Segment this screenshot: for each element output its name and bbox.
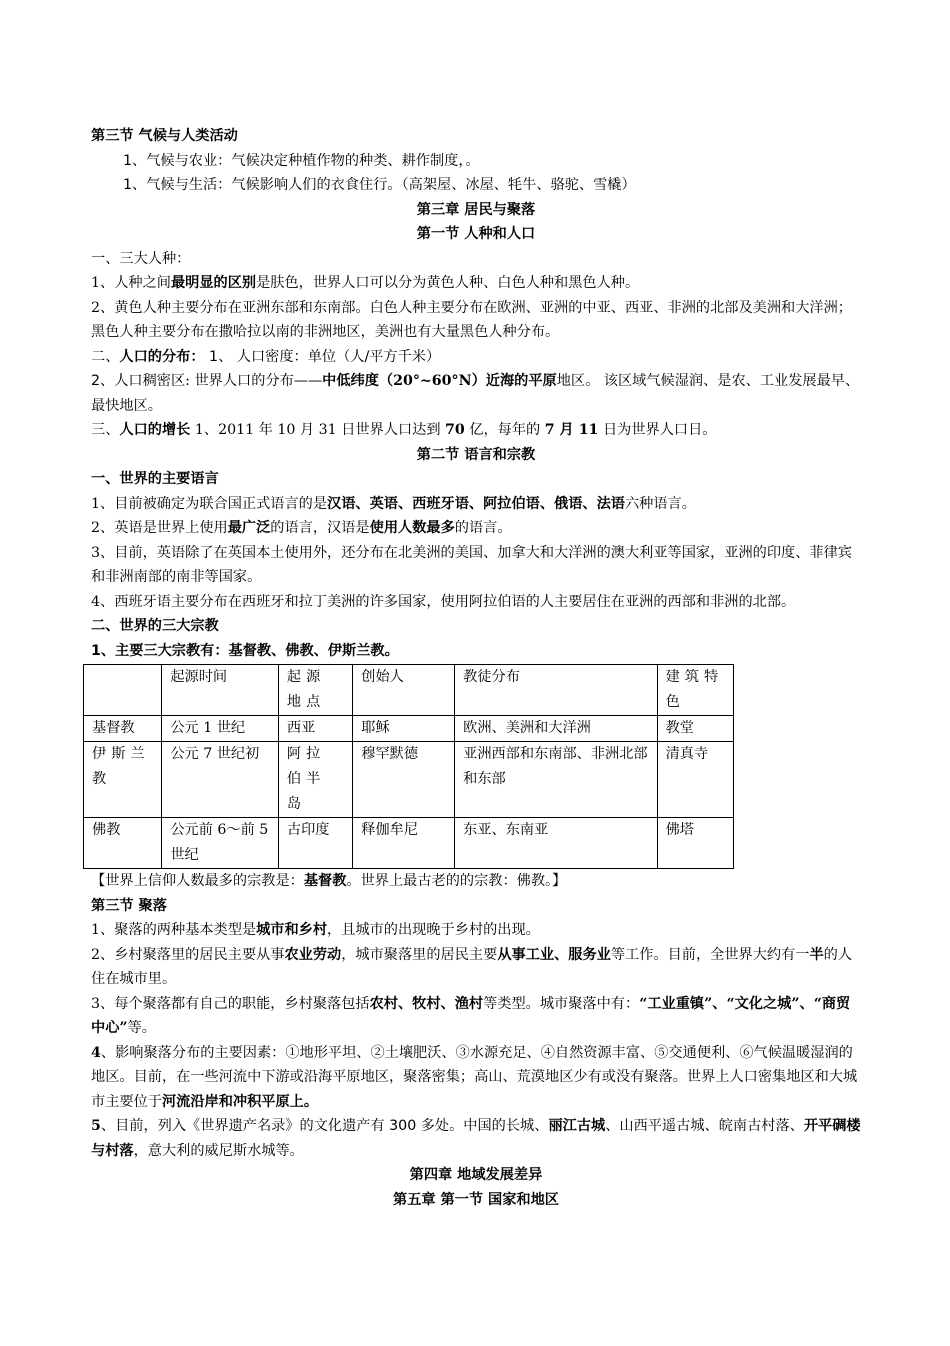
table-cell: 教堂 (657, 716, 733, 742)
paragraph: 1、气候与生活：气候影响人们的衣食住行。（高架屋、冰屋、牦牛、骆驼、雪橇） (123, 177, 636, 193)
table-header-cell: 建筑特色 (657, 665, 733, 716)
subheading: 一、世界的主要语言 (91, 471, 219, 487)
table-cell: 阿拉伯半岛 (278, 742, 352, 818)
table-cell: 公元 7 世纪初 (162, 742, 279, 818)
paragraph: 2、人口稠密区: 世界人口的分布——中低纬度（20°~60°N）近海的平原地区。 该区域气候湿润、是农、工业发展最早、最快地区。 (91, 373, 860, 414)
religion-table (83, 664, 734, 869)
table-cell: 公元 1 世纪 (162, 716, 279, 742)
table-cell: 东亚、东南亚 (455, 818, 657, 869)
paragraph: 2、黄色人种主要分布在亚洲东部和东南部。白色人种主要分布在欧洲、亚洲的中亚、西亚、非洲的北部及美洲和大洋洲；黑色人种主要分布在撒哈拉以南的非洲地区，美洲也有大量黑色人种分布。 (91, 299, 852, 340)
paragraph: 5、目前，列入《世界遗产名录》的文化遗产有 300 多处。中国的长城、丽江古城、山西平遥古城、皖南古村落、开平碉楼与村落，意大利的威尼斯水城等。 (91, 1118, 861, 1159)
table-header-cell: 教徒分布 (455, 665, 657, 716)
paragraph: 三、人口的增长 1、2011 年 10 月 31 日世界人口达到 70 亿，每年的 7 月 11 日为世界人口日。 (91, 422, 717, 438)
paragraph: 3、目前，英语除了在英国本土使用外，还分布在北美洲的美国、加拿大和大洋洲的澳大利亚等国家，亚洲的印度、菲律宾和非洲南部的南非等国家。 (91, 544, 852, 585)
document-page (91, 124, 861, 1212)
table-header-cell (84, 665, 162, 716)
chapter-title: 第三章 居民与聚落 (416, 201, 536, 218)
section-title: 第二节 语言和宗教 (416, 446, 536, 463)
subheading: 1、主要三大宗教有：基督教、佛教、伊斯兰教。 (91, 642, 399, 659)
subheading: 二、世界的三大宗教 (91, 618, 219, 634)
subheading: 二、人口的分布： 1、 人口密度：单位（人/平方千米） (91, 348, 441, 365)
table-row (84, 716, 734, 742)
section-heading-settlement: 第三节 聚落 (91, 897, 167, 914)
table-cell: 佛教 (84, 818, 162, 869)
table-cell: 公元前 6～前 5 世纪 (162, 818, 279, 869)
table-cell: 古印度 (278, 818, 352, 869)
section-title: 第一节 人种和人口 (416, 226, 536, 242)
section-heading-climate: 第三节 气候与人类活动 (91, 128, 238, 144)
table-cell: 西亚 (278, 716, 352, 742)
table-cell: 穆罕默德 (353, 742, 455, 818)
table-cell: 基督教 (84, 716, 162, 742)
table-cell: 耶稣 (353, 716, 455, 742)
paragraph: 2、乡村聚落里的居民主要从事农业劳动，城市聚落里的居民主要从事工业、服务业等工作。目前，全世界大约有一半的人住在城市里。 (91, 946, 853, 987)
paragraph: 1、气候与农业：气候决定种植作物的种类、耕作制度，。 (123, 152, 480, 169)
table-header-cell: 起源时间 (162, 665, 279, 716)
chapter-title: 第四章 地域发展差异 (409, 1167, 543, 1183)
table-cell: 佛塔 (657, 818, 733, 869)
chapter-title: 第五章 第一节 国家和地区 (393, 1191, 559, 1208)
table-cell: 亚洲西部和东南部、非洲北部和东部 (455, 742, 657, 818)
table-cell: 伊斯兰教 (84, 742, 162, 818)
table-cell: 欧洲、美洲和大洋洲 (455, 716, 657, 742)
note: 【世界上信仰人数最多的宗教是：基督教。世界上最古老的的宗教：佛教。】 (91, 873, 567, 889)
paragraph: 4、影响聚落分布的主要因素：①地形平坦、②土壤肥沃、③水源充足、④自然资源丰富、⑤交通便利、⑥气候温暖湿润的地区。目前，在一些河流中下游或沿海平原地区，聚落密集；高山、荒漠地区少有或没有聚落。世界上人口密集地区和大城市主要位于河流沿岸和冲积平原上。 (91, 1044, 858, 1110)
paragraph: 1、目前被确定为联合国正式语言的是汉语、英语、西班牙语、阿拉伯语、俄语、法语六种语言。 (91, 495, 696, 512)
subheading: 一、三大人种： (91, 250, 191, 267)
table-cell: 清真寺 (657, 742, 733, 818)
paragraph: 4、西班牙语主要分布在西班牙和拉丁美洲的许多国家，使用阿拉伯语的人主要居住在亚洲的西部和非洲的北部。 (91, 593, 796, 610)
table-header-cell: 起源地点 (278, 665, 352, 716)
table-row (84, 818, 734, 869)
table-header-row (84, 665, 734, 716)
table-cell: 释伽牟尼 (353, 818, 455, 869)
table-header-cell: 创始人 (353, 665, 455, 716)
paragraph: 2、英语是世界上使用最广泛的语言，汉语是使用人数最多的语言。 (91, 520, 512, 536)
table-row (84, 742, 734, 818)
paragraph: 1、人种之间最明显的区别是肤色，世界人口可以分为黄色人种、白色人种和黑色人种。 (91, 275, 640, 291)
paragraph: 3、每个聚落都有自己的职能，乡村聚落包括农村、牧村、渔村等类型。城市聚落中有：“工业重镇”、“文化之城”、“商贸中心”等。 (91, 995, 851, 1036)
paragraph: 1、聚落的两种基本类型是城市和乡村，且城市的出现晚于乡村的出现。 (91, 922, 540, 938)
